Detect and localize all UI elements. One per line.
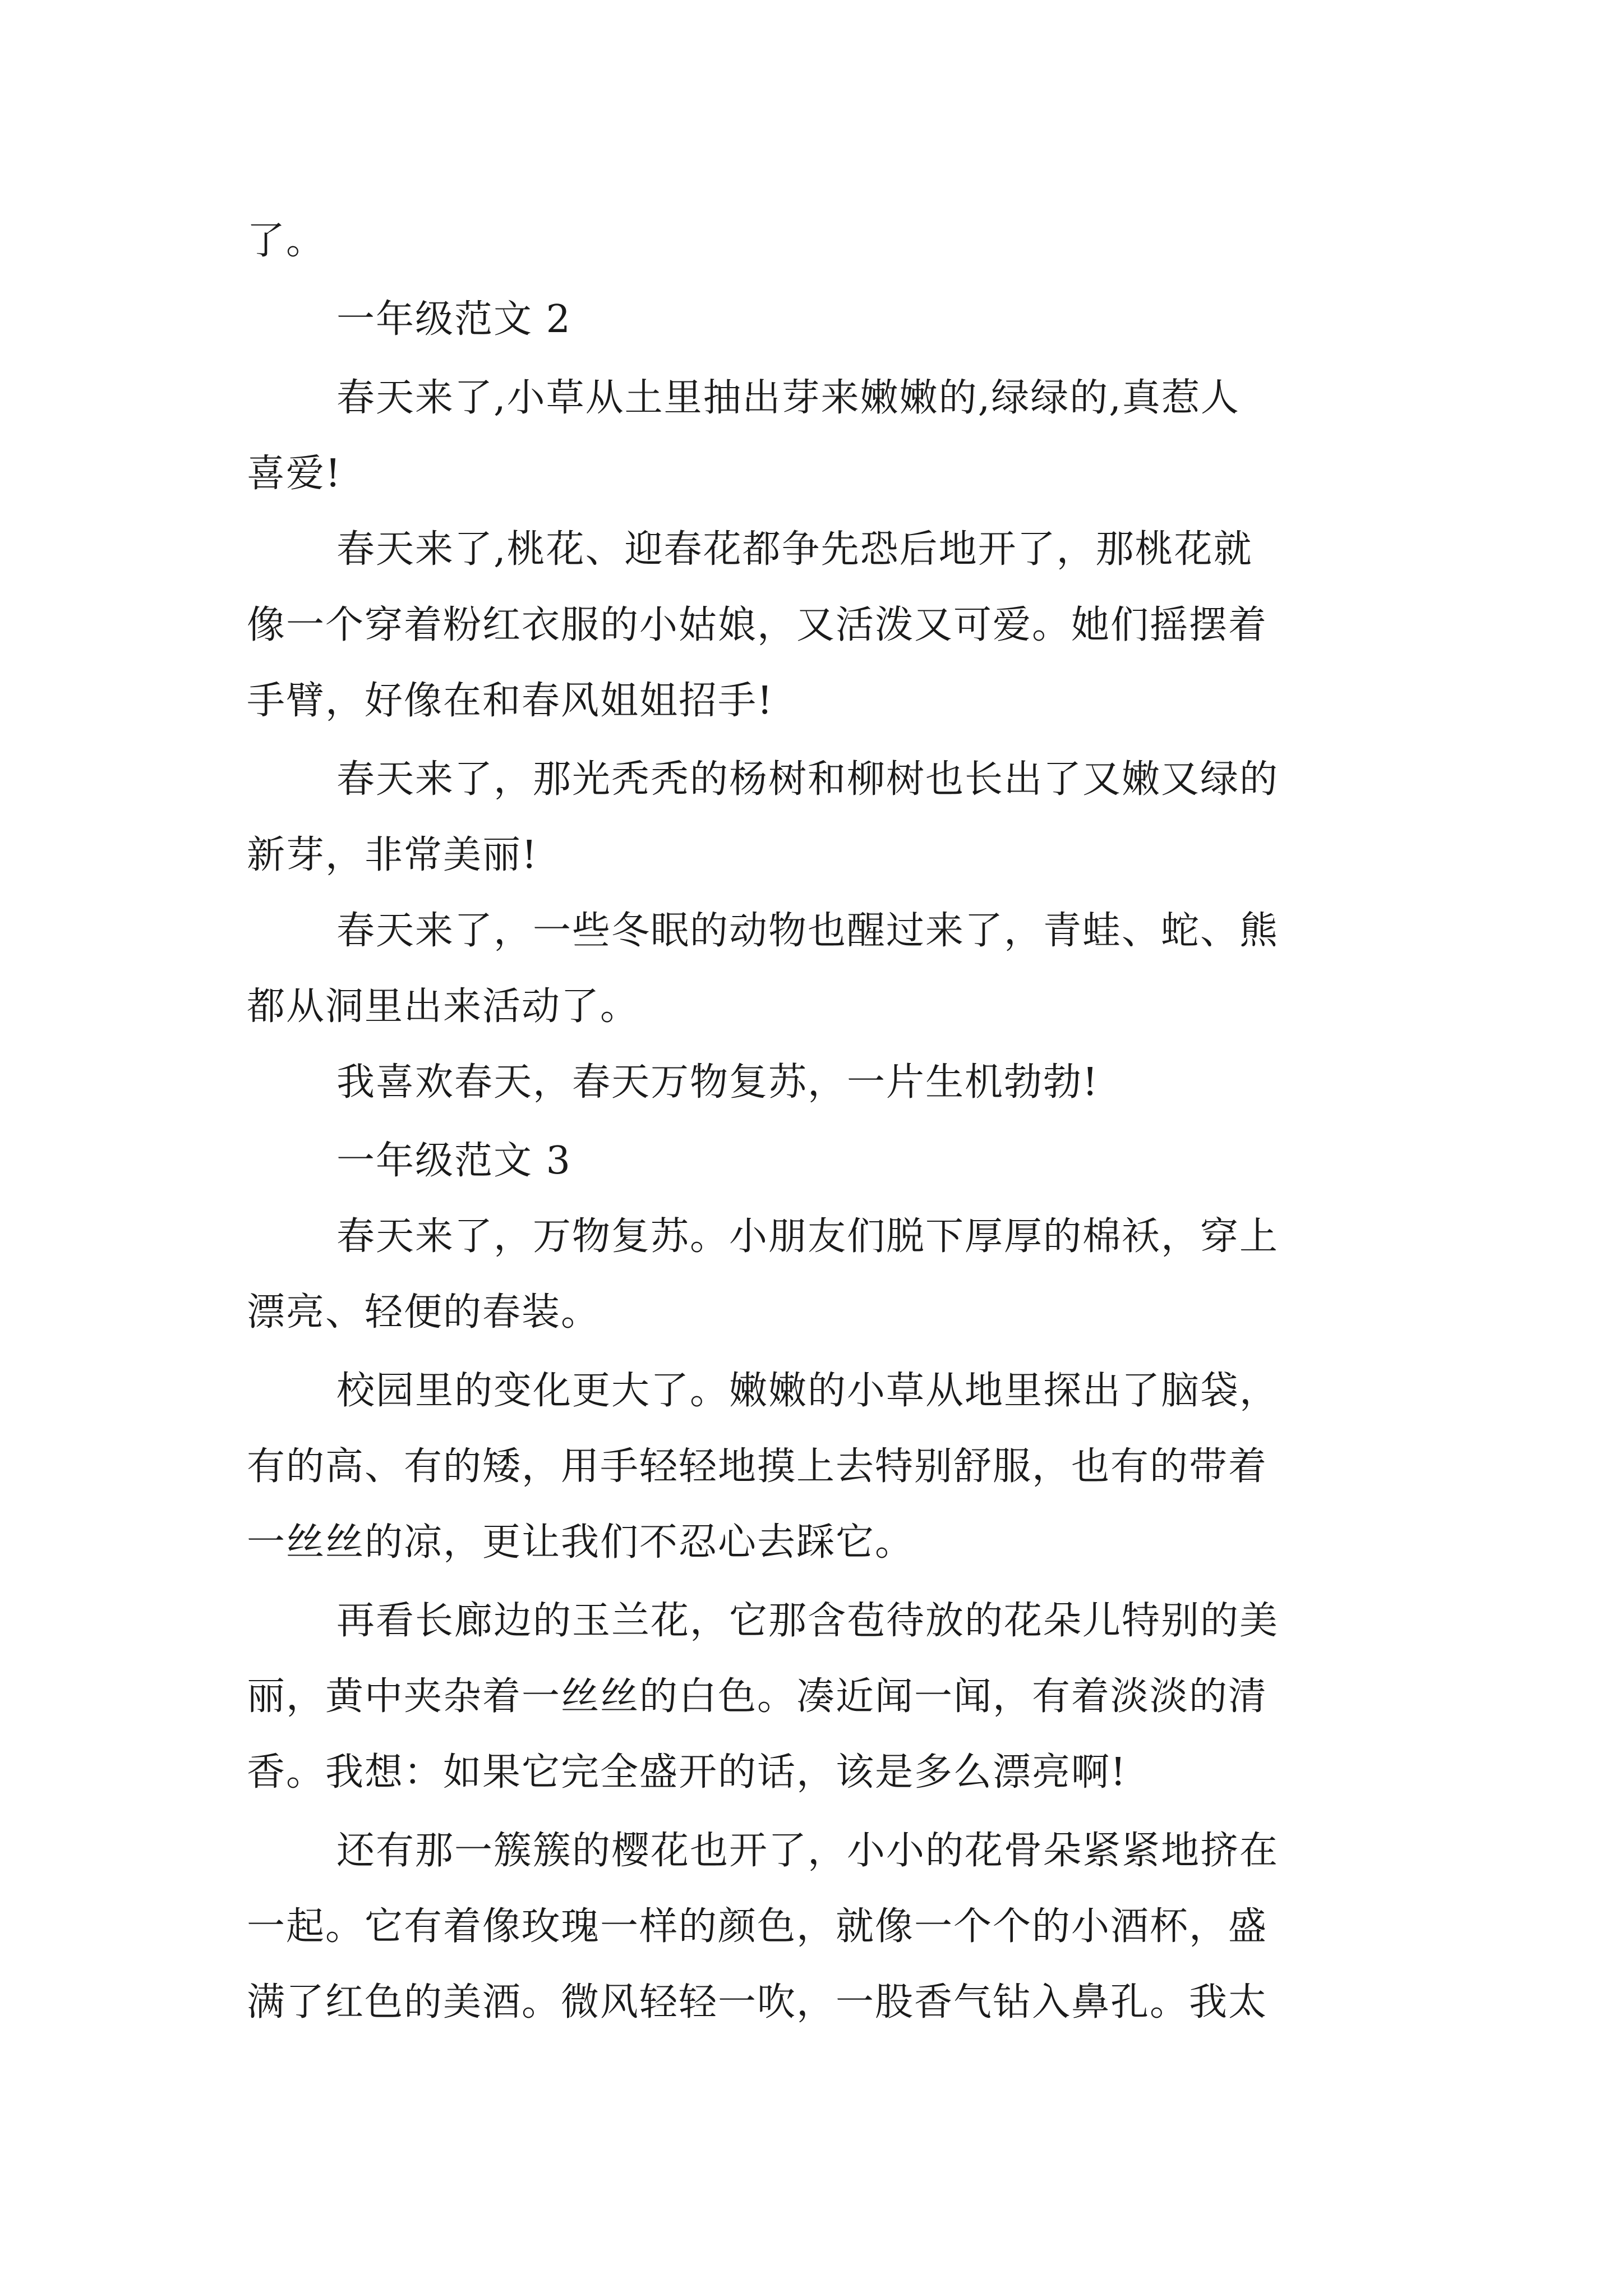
text-line: 一丝丝的凉，更让我们不忍心去踩它。 [247,1520,915,1565]
text-line: 有的高、有的矮，用手轻轻地摸上去特别舒服，也有的带着 [247,1444,1268,1489]
text-line: 我喜欢春天，春天万物复苏，一片生机勃勃! [336,1060,1099,1105]
text-line: 香。我想：如果它完全盛开的话，该是多么漂亮啊! [247,1750,1127,1795]
text-line: 春天来了,桃花、迎春花都争先恐后地开了，那桃花就 [336,527,1253,572]
text-line: 满了红色的美酒。微风轻轻一吹，一股香气钻入鼻孔。我太 [247,1980,1268,2024]
text-line: 喜爱! [247,452,342,496]
text-line: 一起。它有着像玫瑰一样的颜色，就像一个个的小酒杯，盛 [247,1904,1268,1949]
text-line: 手臂，好像在和春风姐姐招手! [247,679,774,723]
text-line: 像一个穿着粉红衣服的小姑娘，又活泼又可爱。她们摇摆着 [247,603,1268,647]
text-line: 丽，黄中夹杂着一丝丝的白色。凑近闻一闻，有着淡淡的清 [247,1674,1268,1719]
text-line: 再看长廊边的玉兰花，它那含苞待放的花朵儿特别的美 [336,1599,1279,1643]
text-line: 了。 [247,219,326,263]
text-line: 漂亮、轻便的春装。 [247,1290,601,1335]
text-line: 还有那一簇簇的樱花也开了，小小的花骨朵紧紧地挤在 [336,1829,1279,1873]
text-line: 校园里的变化更大了。嫩嫩的小草从地里探出了脑袋， [336,1369,1279,1413]
text-line: 新芽，非常美丽! [247,833,538,877]
text-line: 都从洞里出来活动了。 [247,984,640,1029]
text-line: 春天来了，万物复苏。小朋友们脱下厚厚的棉袄，穿上 [336,1214,1279,1259]
text-line: 春天来了，一些冬眠的动物也醒过来了，青蛙、蛇、熊 [336,909,1279,953]
text-line: 春天来了，那光秃秃的杨树和柳树也长出了又嫩又绿的 [336,757,1279,802]
text-line: 春天来了,小草从土里抽出芽来嫩嫩的,绿绿的,真惹人 [336,376,1240,420]
section-heading: 一年级范文 2 [336,297,571,342]
section-heading: 一年级范文 3 [336,1139,571,1183]
